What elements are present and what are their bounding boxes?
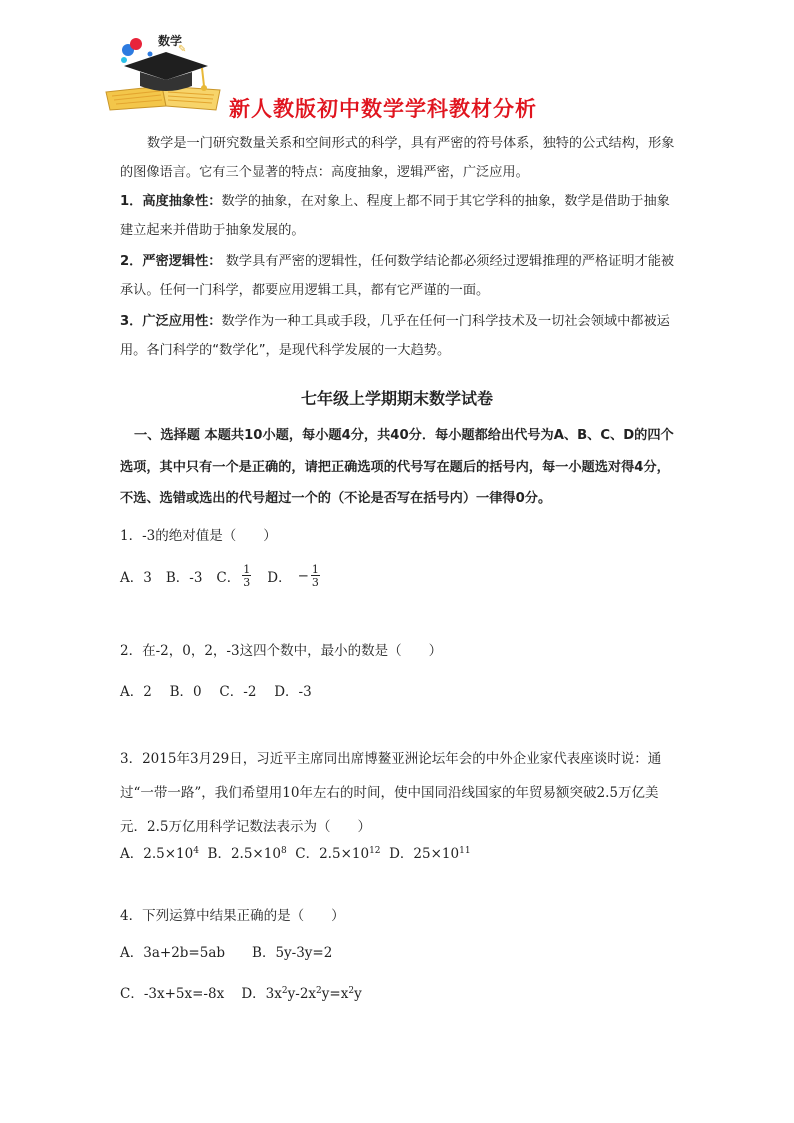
question-3-stem: 3．2015年3月29日，习近平主席同出席博鳌亚洲论坛年会的中外企业家代表座谈时说：通过“一带一路”，我们希望用10年左右的时间，使中国同沿线国家的年贸易额突破2.5万亿美元．2.5万亿用科学记数法表示为（ ） [120,751,662,835]
intro-text: 数学是一门研究数量关系和空间形式的科学，具有严密的符号体系，独特的公式结构，形象的图像语言。它有三个显著的特点：高度抽象，逻辑严密，广泛应用。 [120,136,675,180]
q3-option-c: C．$2.5\times 10^{12}$ [295,846,381,862]
q1-option-c-fraction: $\frac{1}{3}$ [243,563,251,589]
question-2-stem: 2．在-2，0，2，-3这四个数中，最小的数是（ ） [120,643,443,659]
q1-option-d-fraction: $\frac{1}{3}$ [311,563,319,589]
question-4-stem: 4．下列运算中结果正确的是（ ） [120,908,345,924]
question-3-options [120,842,471,862]
q4-option-d: D．$3x^2y-2x^2y=x^2y$ [241,986,362,1002]
question-4-options-cd [120,982,362,1002]
page-title: 新人教版初中数学学科教材分析 [229,97,537,121]
section-instructions [120,420,680,515]
question-2-options: A．2 B．0 C．-2 D．-3 [120,684,312,700]
q3-option-b: B．$2.5\times 10^8$ [207,846,287,862]
question-1-stem: 1．-3的绝对值是（ ） [120,528,277,544]
q1-option-c: C． [216,570,241,586]
q1-option-a: A．3 [120,570,152,586]
feature-2 [120,247,680,305]
question-4-options-ab: A．3a+2b=5ab B．5y-3y=2 [120,945,333,961]
section-text: 一、选择题 本题共10小题，每小题4分，共40分．每小题都给出代号为A、B、C、D的四个选项，其中只有一个是正确的，请把正确选项的代号写在题后的括号内，每一小题选对得4分，不选、选错或选出的代号超过一个的（不论是否写在括号内）一律得0分。 [120,428,674,506]
feature-3-text: 数学作为一种工具或手段，几乎在任何一门科学技术及一切社会领域中都被运用。各门科学的“数学化”，是现代科学发展的一大趋势。 [120,314,670,358]
svg-text:✎: ✎ [178,44,187,55]
feature-2-label: 2．严密逻辑性： [120,254,222,269]
feature-2-text: 数学具有严密的逻辑性，任何数学结论都必须经过逻辑推理的严格证明才能被承认。任何一门科学，都要应用逻辑工具，都有它严谨的一面。 [120,254,675,298]
exam-title: 七年级上学期期末数学试卷 [300,389,493,408]
q4-option-c: C．-3x+5x=-8x [120,986,225,1002]
question-1-options [120,560,322,592]
intro-paragraph [120,129,680,187]
q1-option-b: B．-3 [165,570,203,586]
logo-word: 数学 [158,34,183,48]
feature-1-text: 数学的抽象，在对象上、程度上都不同于其它学科的抽象，数学是借助于抽象建立起来并借助于抽象发展的。 [120,194,670,238]
feature-3-label: 3．广泛应用性： [120,314,222,329]
feature-1-label: 1．高度抽象性： [120,194,222,209]
q3-option-d: D．$25\times 10^{11}$ [389,846,471,862]
q1-option-d-minus: − [297,568,309,584]
feature-3 [120,307,680,365]
q3-option-a: A．$2.5\times 10^4$ [120,846,199,862]
q1-option-d: D． [267,570,292,586]
feature-1 [120,187,680,245]
